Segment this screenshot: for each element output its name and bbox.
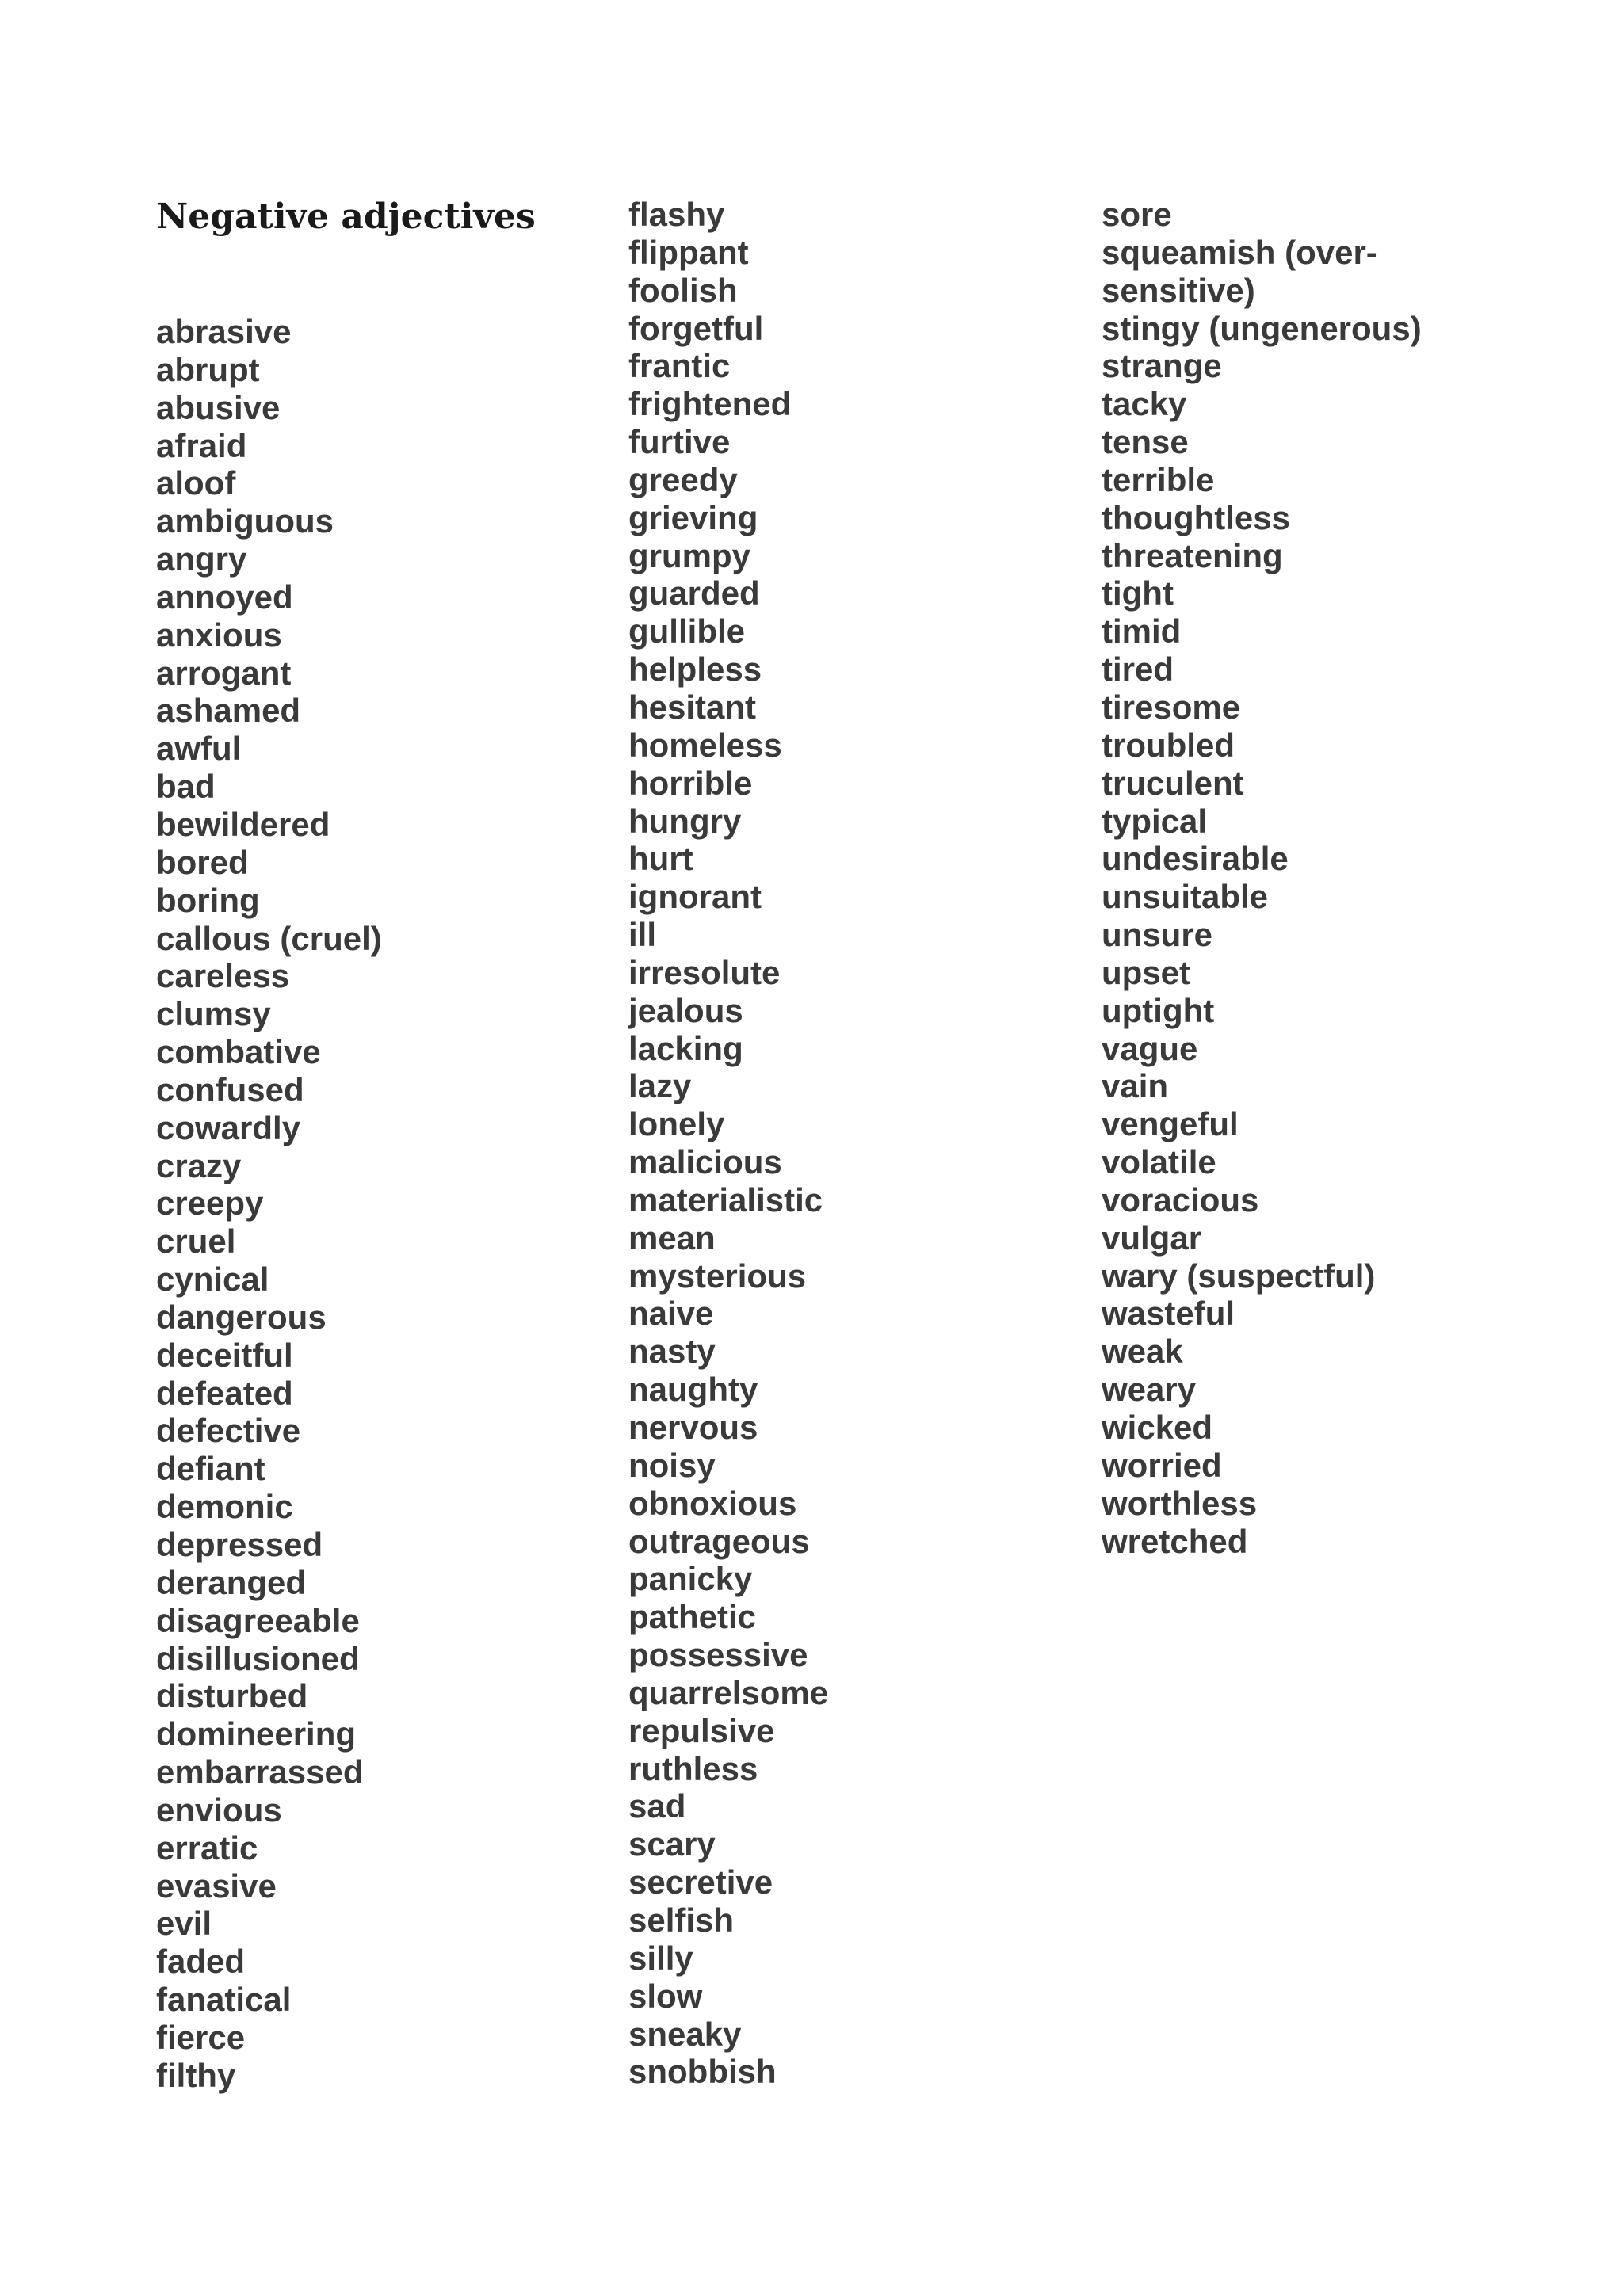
word-list-item: foolish [628,271,738,309]
word-list-item: aloof [156,464,236,502]
word-list-item: flashy [628,196,725,233]
word-list-item: voracious [1102,1180,1259,1219]
word-list-item: creepy [156,1184,264,1222]
word-list-item: furtive [628,423,731,461]
word-list-item: fierce [156,2018,246,2056]
word-list-item: filthy [156,2056,236,2094]
word-list-item: embarrassed [156,1753,364,1791]
word-list-item: flippant [628,233,749,271]
word-list-item: combative [156,1033,321,1071]
word-list-item: cruel [156,1222,236,1261]
word-list-item: bad [156,768,216,806]
word-list-item: tight [1102,574,1174,612]
word-list-item: nasty [628,1333,716,1371]
word-list-item: disillusioned [156,1639,360,1677]
word-list-item: arrogant [156,654,292,692]
word-list-item: tiresome [1102,688,1241,726]
word-list-item: guarded [628,574,760,612]
word-list-item: scary [628,1825,716,1863]
word-list-item: cowardly [156,1108,301,1146]
word-list-item: irresolute [628,953,781,991]
word-list-item: squeamish (over- [1102,233,1377,271]
word-list-item: wicked [1102,1409,1213,1446]
word-list-item: terrible [1102,460,1215,498]
word-list-item: pathetic [628,1598,757,1636]
word-list-item: obnoxious [628,1484,797,1522]
word-list-item: hurt [628,840,693,878]
word-list-item: volatile [1102,1143,1216,1181]
word-list-item: materialistic [628,1180,823,1219]
word-list-item: sneaky [628,2015,742,2053]
word-list-item: vain [1102,1067,1169,1105]
word-list-item: confused [156,1070,304,1108]
word-list-item: thoughtless [1102,498,1290,536]
word-list-item: silly [628,1939,693,1977]
word-list-item: defiant [156,1450,265,1488]
word-list-item: troubled [1102,726,1235,764]
word-list-item: evasive [156,1867,277,1905]
word-list-item: selfish [628,1901,735,1939]
word-column-2 [628,196,828,2091]
word-list-item: naughty [628,1371,758,1409]
word-list-item: frightened [628,385,792,423]
word-list-item: demonic [156,1488,293,1526]
word-list-item: anxious [156,616,282,654]
word-list-item: noisy [628,1446,716,1484]
word-list-item: lazy [628,1067,692,1105]
word-list-item: upset [1102,953,1191,991]
word-list-item: unsuitable [1102,878,1269,916]
word-list-item: sore [1102,196,1172,233]
word-list-item: callous (cruel) [156,919,382,957]
word-list-item: cynical [156,1261,269,1299]
word-list-item: sad [628,1787,686,1825]
word-list-item: careless [156,957,290,995]
word-list-item: strange [1102,347,1222,385]
word-list-item: deceitful [156,1336,293,1374]
word-list-item: envious [156,1791,282,1829]
word-list-item: defective [156,1412,301,1450]
word-list-item: truculent [1102,764,1244,802]
word-list-item: worried [1102,1446,1222,1484]
word-list-item: outrageous [628,1522,810,1560]
word-list-item: defeated [156,1374,293,1412]
word-list-item: deranged [156,1563,307,1601]
document-title: Negative adjectives [156,196,536,237]
word-list-item: boring [156,881,260,919]
word-list-item: greedy [628,460,738,498]
word-list-item: nervous [628,1409,758,1446]
word-list-item: jealous [628,991,743,1029]
word-list-item: naive [628,1295,714,1333]
word-list-item: grumpy [628,536,751,574]
word-list-item: disagreeable [156,1601,360,1639]
word-list-item: abusive [156,388,281,426]
word-list-item: helpless [628,650,762,688]
word-list-item: possessive [628,1636,808,1674]
word-list-item: hesitant [628,688,757,726]
word-list-item: wary (suspectful) [1102,1257,1376,1295]
word-list-item: fanatical [156,1981,292,2019]
word-list-item: erratic [156,1829,258,1867]
word-list-item: slow [628,1977,703,2015]
word-list-item: snobbish [628,2053,777,2091]
word-list-item: worthless [1102,1484,1258,1522]
word-list-item: faded [156,1943,246,1981]
word-list-item: evil [156,1905,212,1943]
word-list-item: forgetful [628,309,764,347]
word-list-item: wretched [1102,1522,1248,1560]
word-list-item: weary [1102,1371,1197,1409]
word-list-item: threatening [1102,536,1283,574]
word-list-item: homeless [628,726,782,764]
word-list-item: panicky [628,1560,753,1598]
word-list-item: mean [628,1219,716,1257]
word-list-item: afraid [156,426,247,464]
word-list-item: abrasive [156,313,292,350]
word-list-item: ruthless [628,1749,758,1787]
word-list-item: ill [628,916,657,954]
word-list-item: crazy [156,1146,242,1184]
word-list-item: mysterious [628,1257,807,1295]
word-list-item: vengeful [1102,1105,1239,1143]
word-list-item: awful [156,730,242,768]
word-list-item: stingy (ungenerous) [1102,309,1422,347]
word-list-item: undesirable [1102,840,1289,878]
word-column-3 [1102,196,1422,1560]
word-list-item: sensitive) [1102,271,1255,309]
word-list-item: unsure [1102,916,1213,954]
word-list-item: repulsive [628,1711,775,1749]
word-list-item: gullible [628,612,745,650]
word-list-item: tacky [1102,385,1187,423]
word-list-item: bewildered [156,805,330,843]
word-list-item: wasteful [1102,1295,1235,1333]
word-list-item: ashamed [156,692,301,730]
word-list-item: annoyed [156,578,293,616]
word-list-item: secretive [628,1863,773,1901]
word-list-item: lacking [628,1029,743,1067]
word-list-item: vulgar [1102,1219,1202,1257]
word-list-item: hungry [628,802,742,840]
word-list-item: lonely [628,1105,725,1143]
word-list-item: horrible [628,764,753,802]
word-list-item: tense [1102,423,1189,461]
word-list-item: depressed [156,1526,323,1563]
word-list-item: tired [1102,650,1174,688]
word-list-item: typical [1102,802,1208,840]
word-list-item: timid [1102,612,1182,650]
word-list-item: grieving [628,498,758,536]
word-list-item: ignorant [628,878,762,916]
word-list-item: disturbed [156,1677,308,1715]
word-list-item: uptight [1102,991,1215,1029]
word-list-item: frantic [628,347,731,385]
word-list-item: malicious [628,1143,782,1181]
word-list-item: ambiguous [156,502,334,540]
word-column-1 [156,313,382,2095]
word-list-item: vague [1102,1029,1198,1067]
word-list-item: weak [1102,1333,1183,1371]
word-list-item: clumsy [156,995,271,1033]
word-list-item: dangerous [156,1298,327,1336]
word-list-item: angry [156,540,247,578]
word-list-item: abrupt [156,350,260,388]
word-list-item: bored [156,843,249,881]
word-list-item: domineering [156,1715,357,1753]
word-list-item: quarrelsome [628,1673,829,1711]
